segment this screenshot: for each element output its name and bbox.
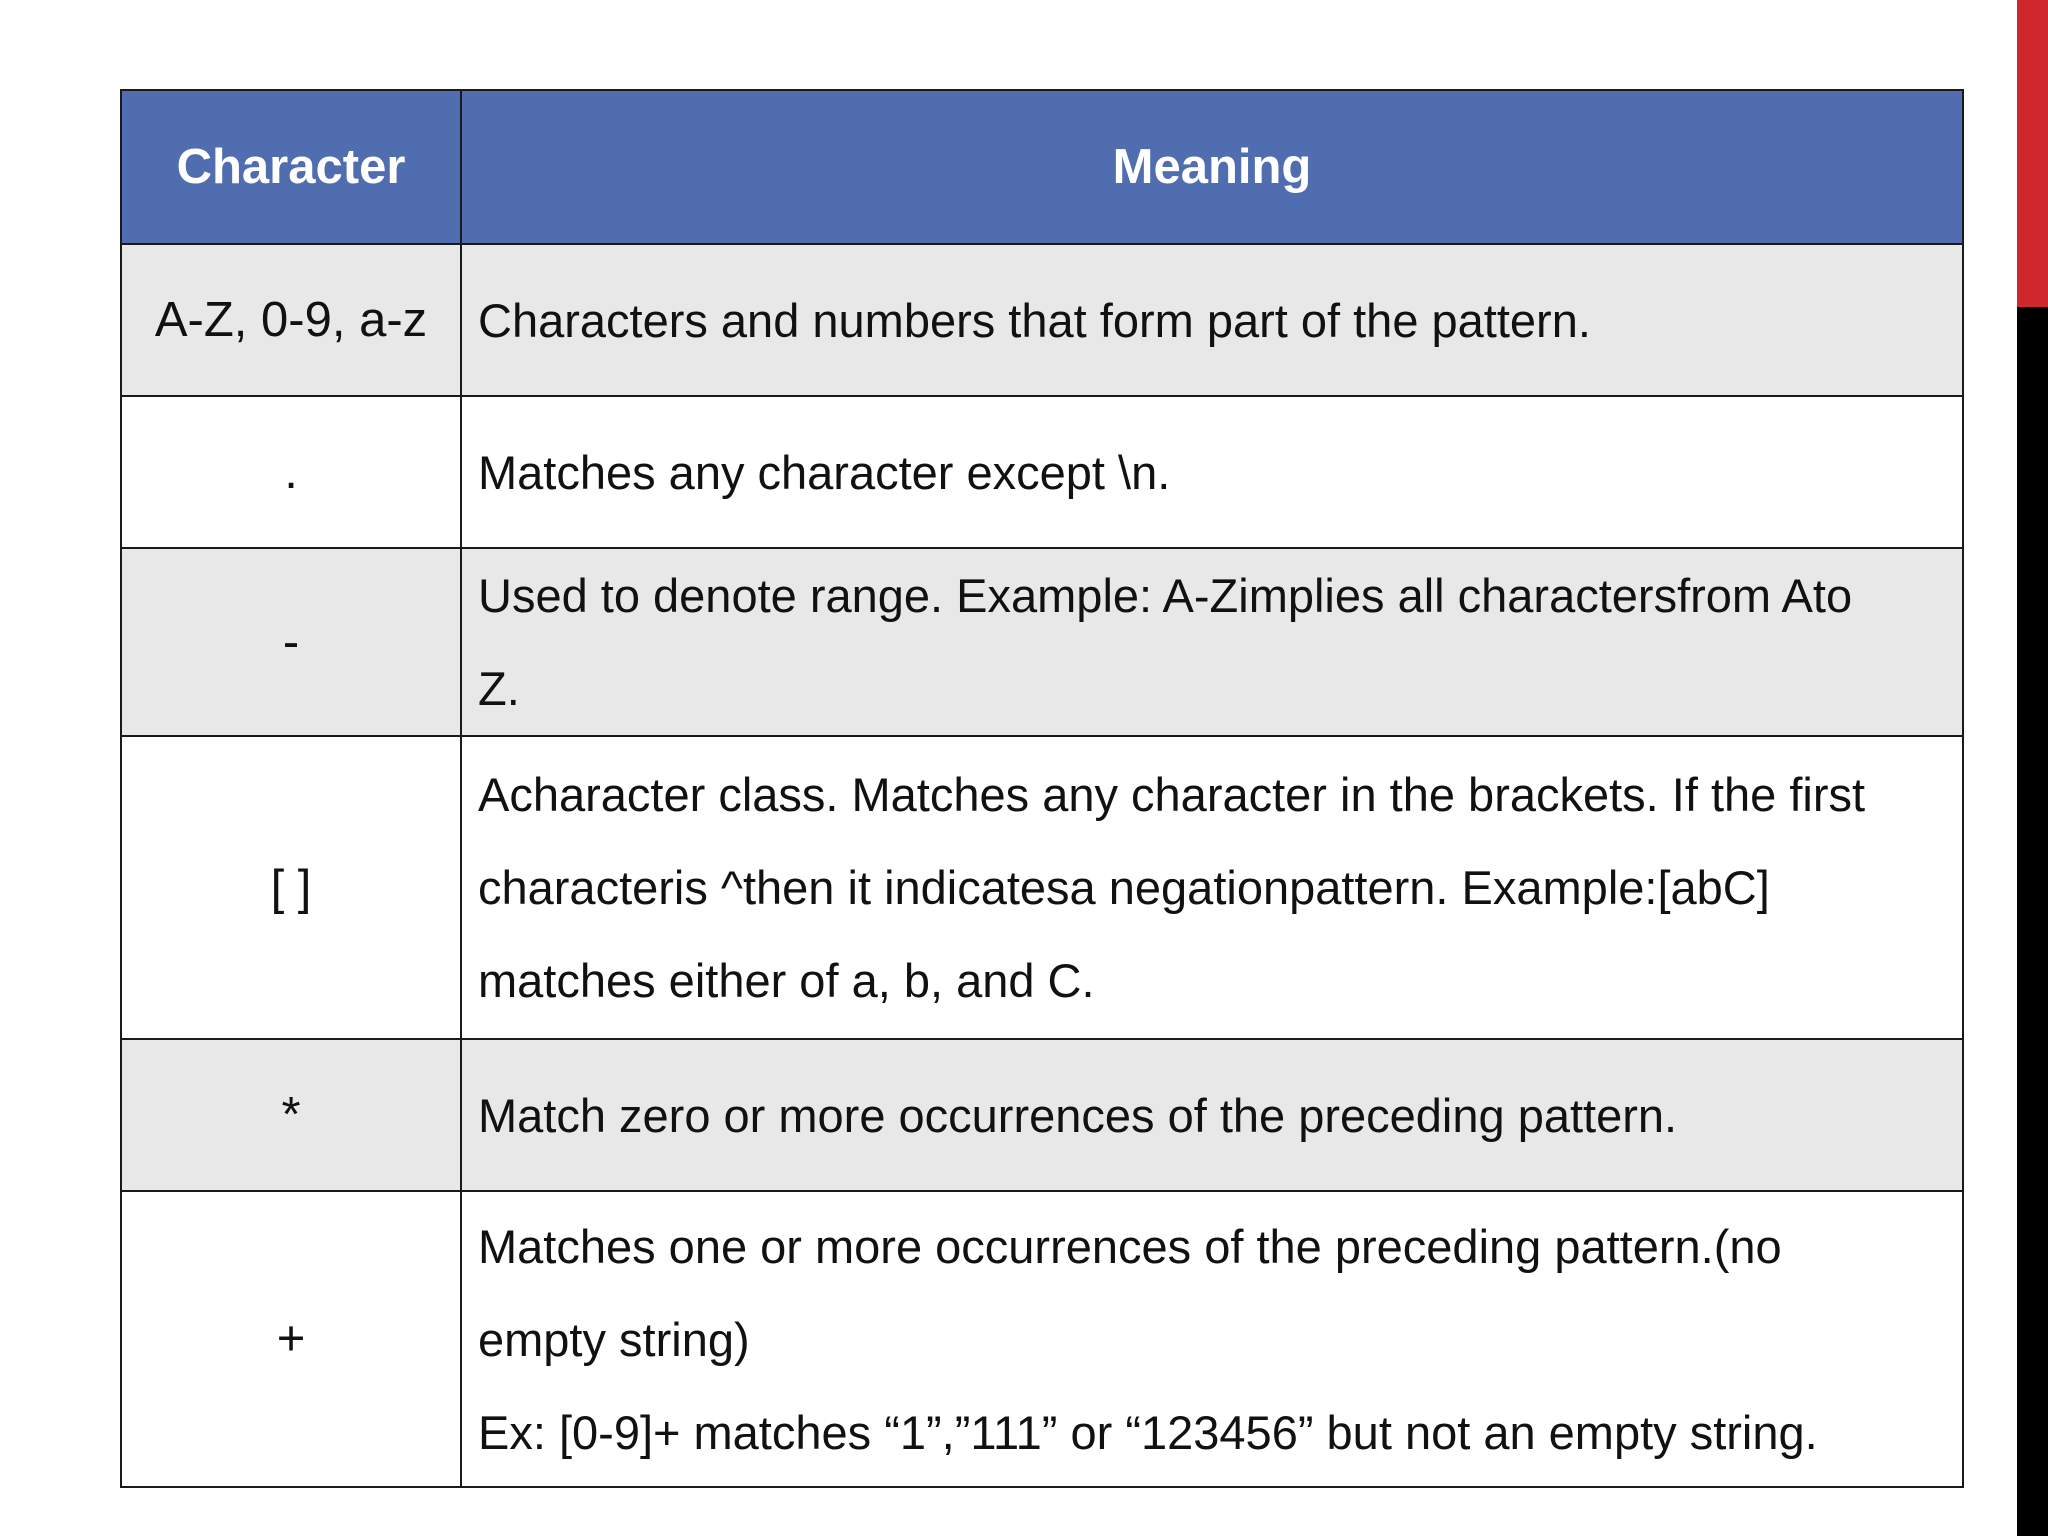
- meaning-line: Matches one or more occurrences of the preceding pattern.(no: [478, 1219, 1782, 1273]
- table-row: [121, 396, 1963, 548]
- meaning-line: matches either of a, b, and C.: [478, 954, 1095, 1007]
- meaning-line: Acharacter class. Matches any character in the brackets. If the first: [478, 768, 1866, 821]
- meaning-line: Ex: [0-9]+ matches “1”,”111” or “123456” but not an empty string.: [478, 1405, 1818, 1459]
- meaning-cell: [461, 396, 1963, 548]
- meaning-cell: [461, 244, 1963, 396]
- accent-bar-black: [2017, 307, 2048, 1536]
- regex-character-table: [120, 89, 1964, 1488]
- meaning-line: Match zero or more occurrences of the preceding pattern.: [478, 1088, 1678, 1142]
- character-cell: A-Z, 0-9, a-z: [121, 244, 461, 396]
- header-character: Character: [121, 90, 461, 244]
- accent-bar-red: [2017, 0, 2048, 307]
- character-cell: +: [121, 1191, 461, 1487]
- table-row: [121, 244, 1963, 396]
- table-row: [121, 736, 1963, 1039]
- meaning-cell: [461, 1039, 1963, 1191]
- character-cell: *: [121, 1039, 461, 1191]
- character-cell: -: [121, 548, 461, 736]
- meaning-line: Used to denote range. Example: A-Zimplies all charactersfrom Ato: [478, 569, 1853, 622]
- meaning-line: characteris ^then it indicatesa negationpattern. Example:[abC]: [478, 861, 1770, 914]
- meaning-cell: [461, 548, 1963, 736]
- header-meaning: Meaning: [461, 90, 1963, 244]
- meaning-line: empty string): [478, 1312, 750, 1366]
- meaning-cell: [461, 1191, 1963, 1487]
- meaning-cell: [461, 736, 1963, 1039]
- table-row: [121, 1039, 1963, 1191]
- table-row: [121, 548, 1963, 736]
- character-cell: [ ]: [121, 736, 461, 1039]
- table-header-row: [121, 90, 1963, 244]
- table-row: [121, 1191, 1963, 1487]
- meaning-line: Z.: [478, 662, 520, 715]
- meaning-line: Matches any character except \n.: [478, 445, 1171, 499]
- meaning-line: Characters and numbers that form part of the pattern.: [478, 293, 1591, 347]
- character-cell: .: [121, 396, 461, 548]
